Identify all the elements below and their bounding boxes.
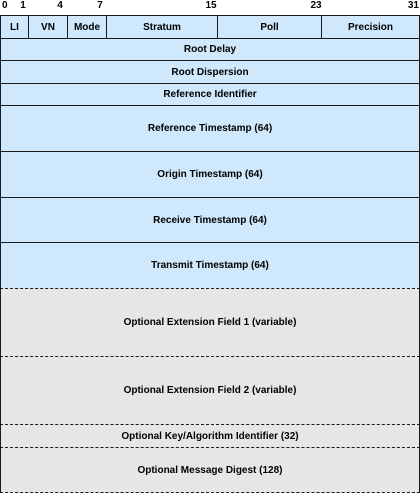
- field-label: Poll: [260, 21, 279, 33]
- bit-label-4: 4: [57, 0, 63, 11]
- bit-label-23: 23: [310, 0, 322, 11]
- field-optional-extension-2: [0, 356, 420, 425]
- field-optional-message-digest: [0, 447, 420, 493]
- field-label: Origin Timestamp (64): [157, 169, 263, 180]
- field-root-dispersion: [0, 60, 420, 84]
- field-label: Receive Timestamp (64): [153, 214, 267, 226]
- field-stratum: [106, 15, 218, 39]
- field-transmit-timestamp: [0, 242, 420, 289]
- field-root-delay: [0, 38, 420, 61]
- bit-label-7: 7: [97, 0, 103, 11]
- field-label: Transmit Timestamp (64): [151, 260, 269, 271]
- field-label: Reference Timestamp (64): [147, 123, 273, 134]
- bit-label-31: 31: [407, 0, 419, 11]
- field-origin-timestamp: [0, 151, 420, 198]
- field-precision: [321, 15, 420, 39]
- field-label: Stratum: [143, 21, 181, 33]
- field-mode: [67, 15, 107, 39]
- field-optional-extension-1: [0, 288, 420, 357]
- field-receive-timestamp: [0, 197, 420, 243]
- field-label: Optional Message Digest (128): [137, 464, 283, 476]
- field-reference-identifier: [0, 83, 420, 106]
- field-optional-key-identifier: [0, 424, 420, 448]
- field-label: Optional Extension Field 1 (variable): [123, 317, 297, 328]
- field-leap-indicator: [0, 15, 29, 39]
- bit-label-0: 0: [2, 0, 8, 11]
- field-label: Root Dispersion: [171, 66, 249, 78]
- bit-label-15: 15: [205, 0, 217, 11]
- field-label: Precision: [347, 21, 394, 33]
- field-label: Optional Extension Field 2 (variable): [123, 385, 297, 396]
- field-label: VN: [41, 21, 55, 33]
- field-label: LI: [10, 21, 19, 33]
- field-label: Root Delay: [183, 44, 237, 55]
- field-reference-timestamp: [0, 105, 420, 152]
- field-label: Mode: [73, 21, 101, 33]
- field-poll: [217, 15, 322, 39]
- field-version-number: [28, 15, 68, 39]
- field-label: Optional Key/Algorithm Identifier (32): [121, 430, 299, 442]
- bit-label-1: 1: [20, 0, 26, 11]
- field-label: Reference Identifier: [163, 89, 257, 100]
